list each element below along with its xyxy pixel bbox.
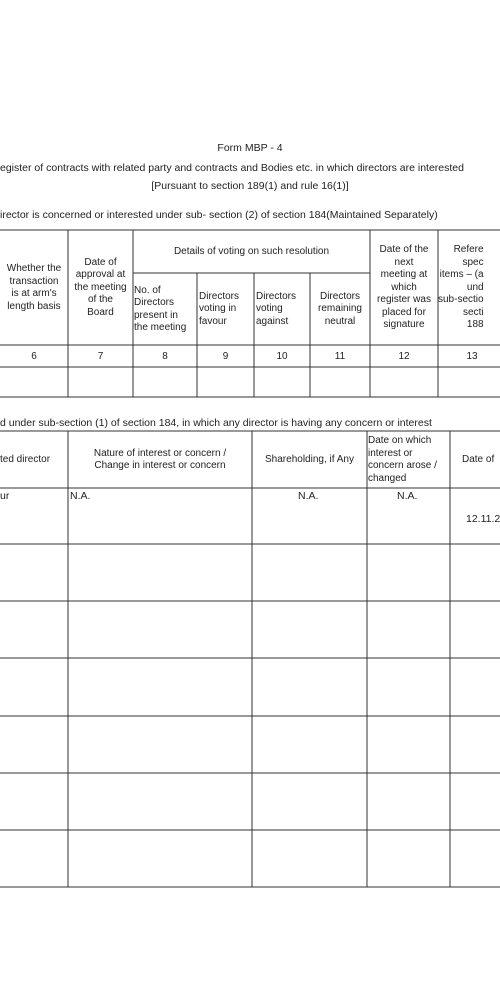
form-pursuant: [Pursuant to section 189(1) and rule 16(1)]	[151, 180, 349, 192]
col-date-of: Date of	[462, 453, 495, 465]
col-nature-of-interest: Nature of interest or concern / Change in interest or concern	[93, 447, 227, 471]
form-number: Form MBP - 4	[217, 142, 283, 154]
col-directors-neutral: Directors remaining neutral	[318, 290, 362, 327]
col-directors-against: Directors voting against	[256, 290, 297, 327]
row1-date-arose: N.A.	[397, 490, 418, 502]
col-number: 6	[31, 351, 37, 362]
col-directors-favour: Directors voting in favour	[199, 290, 240, 327]
row1-shareholding: N.A.	[298, 490, 319, 502]
col-number: 12	[398, 351, 410, 362]
col-number: 13	[466, 351, 478, 362]
col-number: 9	[222, 351, 229, 362]
col-number: 8	[162, 351, 168, 362]
col-date-interest-arose: Date on which interest or concern arose / changed	[368, 435, 437, 484]
col-number: 11	[334, 351, 346, 362]
table1-heading: irector is concerned or interested under sub- section (2) of section 184(Maintained Separately)	[0, 209, 438, 221]
col-arms-length: Whether the transaction is at arm's length basis	[6, 263, 62, 312]
col-directors-present: No. of Directors present in the meeting	[134, 284, 187, 333]
row1-date-of: 12.11.2	[466, 513, 500, 525]
col-shareholding: Shareholding, if Any	[265, 453, 354, 465]
col-number: 7	[97, 351, 104, 362]
col-next-meeting-date: Date of the next meeting at which register was placed for signature	[377, 244, 431, 331]
col-date-of-approval: Date of approval at the meeting of the Board	[74, 256, 127, 318]
row1-nature: N.A.	[70, 490, 91, 502]
table2-heading: d under sub-section (1) of section 184, in which any director is having any concern or interest	[0, 417, 432, 429]
col-related-director: ted director	[0, 453, 51, 465]
row1-director: ur	[0, 490, 10, 502]
form-title: egister of contracts with related party and contracts and Bodies etc. in which directors are interested	[0, 162, 464, 174]
col-reference: Refere spec items – (a und sub-sectio secti 188	[438, 244, 484, 331]
col-voting-details: Details of voting on such resolution	[173, 245, 330, 257]
col-number: 10	[276, 351, 288, 362]
